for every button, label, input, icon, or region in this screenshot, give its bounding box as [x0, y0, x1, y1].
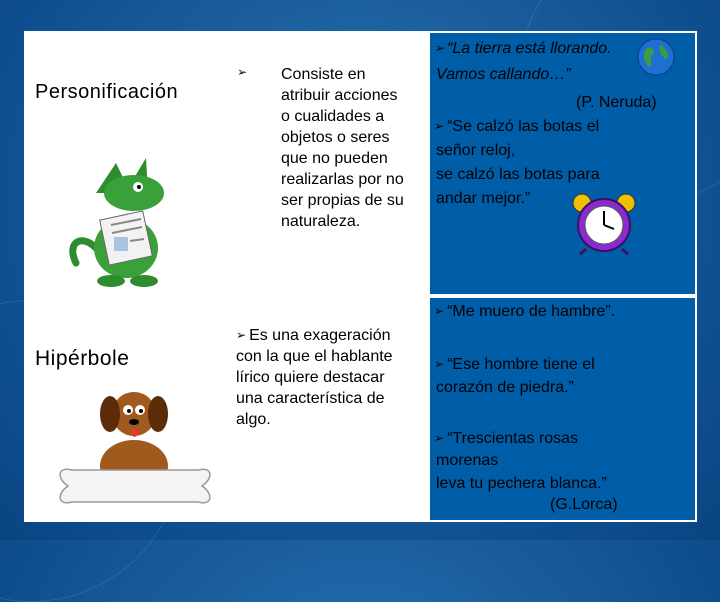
definition-line	[236, 325, 393, 346]
row2-examples-cell	[428, 296, 697, 522]
example-reloj-line1	[434, 116, 599, 137]
definition-line: que no pueden	[281, 150, 388, 167]
definition-line: objetos o seres	[281, 129, 390, 146]
bullet-arrow-icon: ➢	[434, 119, 445, 133]
example-lorca-author: (G.Lorca)	[550, 496, 618, 513]
bullet-arrow-icon: ➢	[236, 328, 247, 342]
example-lorca-line3: leva tu pechera blanca.”	[436, 475, 607, 492]
definition-hiperbole	[236, 325, 393, 430]
definition-line: naturaleza.	[281, 213, 361, 230]
dragon-reading-newspaper-icon	[56, 153, 196, 293]
row2-definition-cell	[221, 296, 428, 522]
example-reloj-line3: se calzó las botas para	[436, 166, 600, 183]
term-hiperbole: Hipérbole	[35, 347, 130, 370]
definition-line: algo.	[236, 411, 271, 428]
example-neruda-author: (P. Neruda)	[576, 94, 657, 111]
row1-definition-cell	[221, 31, 428, 296]
bullet-arrow-icon: ➢	[434, 304, 445, 318]
definition-line: una característica de	[236, 390, 385, 407]
example-piedra-line1	[434, 354, 595, 375]
example-text: “Me muero de hambre”.	[447, 303, 616, 320]
bullet-arrow-icon: ➢	[434, 431, 445, 445]
term-personificacion: Personificación	[35, 81, 179, 103]
example-text: “Trescientas rosas	[447, 430, 579, 447]
example-lorca-line2: morenas	[436, 452, 499, 469]
example-text: “Ese hombre tiene el	[447, 356, 595, 373]
definition-line: atribuir acciones	[281, 87, 398, 104]
row1-examples-cell	[428, 31, 697, 296]
definition-personificacion	[281, 64, 404, 232]
example-reloj-line4: andar mejor.”	[436, 190, 531, 207]
example-text: “Se calzó las botas el	[447, 118, 600, 135]
dog-with-bone-icon	[48, 386, 218, 518]
definition-line: o cualidades a	[281, 108, 385, 125]
row1-term-cell	[24, 31, 221, 296]
definition-line: Consiste en	[281, 66, 366, 83]
definition-text: Es una exageración	[249, 327, 391, 344]
example-text: “La tierra está llorando.	[447, 40, 612, 57]
example-neruda-line1	[434, 38, 612, 59]
definition-line: realizarlas por no	[281, 171, 404, 188]
bullet-arrow-icon: ➢	[434, 41, 445, 55]
definition-line: lírico quiere destacar	[236, 369, 385, 386]
example-hambre	[434, 301, 615, 322]
definition-line: ser propias de su	[281, 192, 404, 209]
example-reloj-line2: señor reloj,	[436, 142, 516, 159]
bullet-arrow-icon: ➢	[434, 357, 445, 371]
definition-line: con la que el hablante	[236, 348, 393, 365]
concept-table	[24, 31, 697, 522]
example-lorca-line1	[434, 428, 578, 449]
globe-icon	[636, 37, 676, 77]
alarm-clock-icon	[568, 191, 640, 255]
row2-term-cell	[24, 296, 221, 522]
example-piedra-line2: corazón de piedra.”	[436, 379, 574, 396]
example-neruda-line2: Vamos callando…”	[436, 66, 571, 83]
bullet-arrow-icon: ➢	[237, 65, 248, 79]
